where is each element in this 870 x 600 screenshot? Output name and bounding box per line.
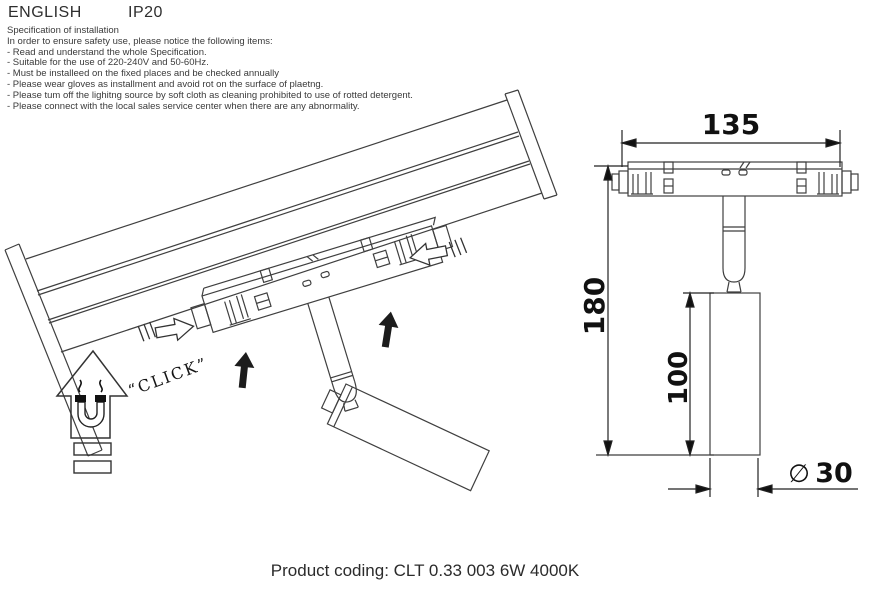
spec-item: - Must be installeed on the fixed places and be checked annually	[7, 68, 279, 80]
spec-item: - Please connect with the local sales service center when there are any abnormality.	[7, 100, 360, 112]
push-up-arrow-icon	[232, 310, 401, 389]
spec-item: - Read and understand the whole Specification.	[7, 46, 207, 58]
track-rail-drawing	[5, 90, 557, 456]
spec-title: Specification of installation	[7, 25, 119, 36]
product-coding-label: Product coding: CLT 0.33 003 6W 4000K	[270, 561, 580, 580]
ip-rating-label: IP20	[128, 4, 163, 21]
dim-diameter-label: 30	[815, 458, 853, 489]
dim-body-height-label: 100	[664, 350, 694, 406]
spec-item: - Suitable for the use of 220-240V and 50-60Hz.	[7, 57, 209, 69]
dim-height-label: 180	[578, 276, 611, 336]
spec-intro: In order to ensure safety use, please notice the following items:	[7, 35, 273, 47]
specification-block	[7, 26, 413, 112]
click-label: “CLICK”	[125, 353, 211, 401]
language-label: ENGLISH	[8, 4, 82, 21]
dimension-drawing	[596, 162, 858, 455]
stem-drawing	[308, 297, 355, 388]
spec-item: - Please wear gloves as installment and avoid rot on the surface of plaetng.	[7, 78, 324, 90]
spec-item: - Please tum off the lighitng source by soft cloth as cleaning prohibited to use of rotted detergent.	[7, 89, 413, 101]
magnet-arrow-icon	[57, 351, 127, 473]
lamp-body-drawing	[317, 379, 490, 491]
slide-in-arrow-right-icon	[138, 315, 196, 343]
dim-width-label: 135	[701, 108, 761, 141]
diameter-symbol: ∅	[788, 459, 810, 488]
